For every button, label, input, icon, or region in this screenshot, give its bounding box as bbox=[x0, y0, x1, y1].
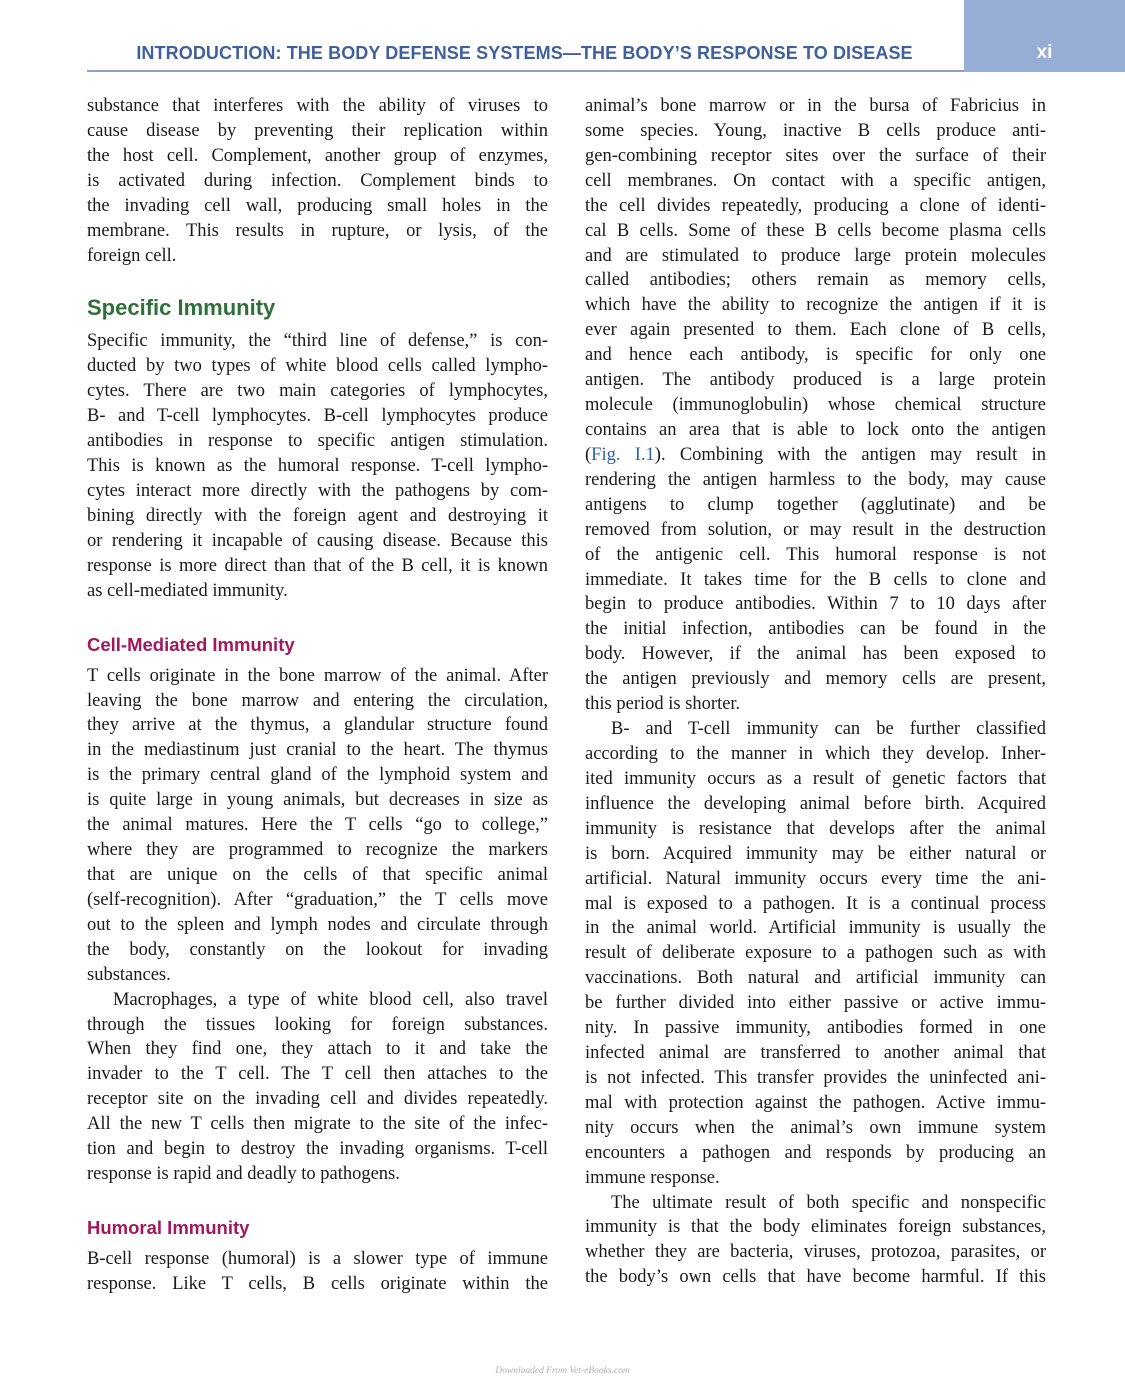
watermark: Downloaded From Vet-eBooks.com bbox=[495, 1366, 630, 1376]
humoral-heading: Humoral Immunity bbox=[87, 1216, 250, 1238]
text-line: according to the manner in which they develop. Inher- bbox=[585, 743, 1046, 764]
text-line: rendering the antigen harmless to the body, may cause bbox=[585, 469, 1046, 490]
text-line: that are unique on the cells of that specific animal bbox=[87, 864, 548, 885]
text-line: receptor site on the invading cell and divides repeatedly. bbox=[87, 1089, 548, 1110]
text-line: in the animal world. Artificial immunity is usually the bbox=[585, 918, 1046, 939]
text-line: the antigen previously and memory cells are present, bbox=[585, 669, 1046, 690]
text-line: cell membranes. On contact with a specific antigen, bbox=[585, 170, 1046, 191]
text-line: begin to produce antibodies. Within 7 to 10 days after bbox=[585, 594, 1046, 615]
text-line: tion and begin to destroy the invading organisms. T-cell bbox=[87, 1139, 548, 1160]
figure-reference-line bbox=[585, 443, 1046, 468]
text-line: of the antigenic cell. This humoral response is not bbox=[585, 544, 1046, 565]
text-line: response is rapid and deadly to pathogens. bbox=[87, 1164, 400, 1185]
b-cell-paragraph-continued bbox=[585, 468, 1046, 717]
text-line: antigen. The antibody produced is a large protein bbox=[585, 370, 1046, 391]
text-line: antibodies in response to specific antigen stimulation. bbox=[87, 431, 548, 452]
text-line: removed from solution, or may result in the destruction bbox=[585, 519, 1046, 540]
text-line: called antibodies; others remain as memory cells, bbox=[585, 270, 1046, 291]
text-line: gen-combining receptor sites over the surface of their bbox=[585, 145, 1046, 166]
text-line: encounters a pathogen and responds by producing an bbox=[585, 1142, 1046, 1163]
text-line: mal is exposed to a pathogen. It is a continual process bbox=[585, 893, 1046, 914]
text-line: B- and T-cell immunity can be further classified bbox=[611, 719, 1046, 740]
cell-mediated-heading: Cell-Mediated Immunity bbox=[87, 633, 295, 655]
ultimate-result-paragraph bbox=[585, 1191, 1046, 1291]
text-line: Macrophages, a type of white blood cell, also travel bbox=[113, 989, 548, 1010]
text-line: or rendering it incapable of causing disease. Because this bbox=[87, 530, 548, 551]
text-line: the animal matures. Here the T cells “go to college,” bbox=[87, 815, 548, 836]
paren-open: ( bbox=[585, 444, 592, 465]
text-line: All the new T cells then migrate to the site of the infec- bbox=[87, 1114, 548, 1135]
text-line: response is more direct than that of the B cell, it is known bbox=[87, 555, 548, 576]
text-line: invader to the T cell. The T cell then attaches to the bbox=[87, 1064, 548, 1085]
text-line: the body’s own cells that have become harmful. If this bbox=[585, 1267, 1046, 1288]
humoral-paragraph bbox=[87, 1247, 548, 1297]
text-line: bining directly with the foreign agent and destroying it bbox=[87, 505, 548, 526]
text-line: is quite large in young animals, but decreases in size as bbox=[87, 790, 548, 811]
text-line: T cells originate in the bone marrow of the animal. After bbox=[87, 665, 548, 686]
text-line: infected animal are transferred to another animal that bbox=[585, 1043, 1046, 1064]
text-line: This is known as the humoral response. T-cell lympho- bbox=[87, 456, 548, 477]
text-line: artificial. Natural immunity occurs every time the ani- bbox=[585, 868, 1046, 889]
text-line: ever again presented to them. Each clone of B cells, bbox=[585, 320, 1046, 341]
text-line: where they are programmed to recognize the markers bbox=[87, 840, 548, 861]
text-line: is activated during infection. Complement binds to bbox=[87, 170, 548, 191]
text-line: substance that interferes with the ability of viruses to bbox=[87, 96, 548, 116]
text-line: Specific immunity, the “third line of defense,” is con- bbox=[87, 331, 548, 352]
text-line: through the tissues looking for foreign substances. bbox=[87, 1014, 548, 1035]
text-line: The ultimate result of both specific and nonspecific bbox=[611, 1192, 1046, 1213]
text-line: immunity is that the body eliminates foreign substances, bbox=[585, 1217, 1046, 1238]
text-line: out to the spleen and lymph nodes and circulate through bbox=[87, 914, 548, 935]
specific-immunity-heading: Specific Immunity bbox=[87, 295, 276, 321]
cell-mediated-paragraph bbox=[87, 664, 548, 988]
text-line: influence the developing animal before birth. Acquired bbox=[585, 793, 1046, 814]
text-line: substances. bbox=[87, 964, 171, 985]
text-line: B- and T-cell lymphocytes. B-cell lymphocytes produce bbox=[87, 406, 548, 427]
text-line: which have the ability to recognize the antigen if it is bbox=[585, 295, 1046, 316]
text-line: membrane. This results in rupture, or lysis, of the bbox=[87, 220, 548, 241]
text-line: immunity is resistance that develops after the animal bbox=[585, 818, 1046, 839]
text-line: antigens to clump together (agglutinate) and be bbox=[585, 494, 1046, 515]
text-line: foreign cell. bbox=[87, 245, 177, 266]
text-line: be further divided into either passive or active immu- bbox=[585, 993, 1046, 1014]
text-line: immune response. bbox=[585, 1167, 720, 1188]
text-line: mal with protection against the pathogen. Active immu- bbox=[585, 1092, 1046, 1113]
immunity-classification-paragraph bbox=[585, 717, 1046, 1191]
text-line: cytes. There are two main categories of lymphocytes, bbox=[87, 381, 548, 402]
text-line: this period is shorter. bbox=[585, 694, 741, 715]
figure-link[interactable]: Fig. I.1 bbox=[591, 444, 655, 465]
text-line: result of deliberate exposure to a pathogen such as with bbox=[585, 943, 1046, 964]
text-line: animal’s bone marrow or in the bursa of Fabricius in bbox=[585, 96, 1046, 116]
text-line: B-cell response (humoral) is a slower type of immune bbox=[87, 1248, 548, 1269]
text-line: (self-recognition). After “graduation,” the T cells move bbox=[87, 889, 548, 910]
text-line: leaving the bone marrow and entering the circulation, bbox=[87, 690, 548, 711]
macrophages-paragraph bbox=[87, 988, 548, 1187]
text-line: immediate. It takes time for the B cells to clone and bbox=[585, 569, 1046, 590]
left-column bbox=[87, 94, 548, 1297]
text-line: cytes interact more directly with the pathogens by com- bbox=[87, 480, 548, 501]
text-line: as cell-mediated immunity. bbox=[87, 580, 288, 601]
intro-paragraph bbox=[87, 94, 548, 268]
text-line: some species. Young, inactive B cells produce anti- bbox=[585, 120, 1046, 141]
right-column bbox=[585, 94, 1046, 1290]
text-line: they arrive at the thymus, a glandular structure found bbox=[87, 715, 548, 736]
b-cell-paragraph bbox=[585, 94, 1046, 443]
text-line: the body, constantly on the lookout for invading bbox=[87, 939, 548, 960]
text-line: body. However, if the animal has been exposed to bbox=[585, 644, 1046, 665]
text-line: molecule (immunoglobulin) whose chemical structure bbox=[585, 395, 1046, 416]
text-line: contains an area that is able to lock onto the antigen bbox=[585, 419, 1046, 440]
text-line: the initial infection, antibodies can be found in the bbox=[585, 619, 1046, 640]
specific-immunity-paragraph bbox=[87, 329, 548, 603]
text-line: whether they are bacteria, viruses, protozoa, parasites, or bbox=[585, 1242, 1046, 1263]
text-line: the cell divides repeatedly, producing a clone of identi- bbox=[585, 195, 1046, 216]
page-number: xi bbox=[1036, 42, 1053, 63]
text-line: response. Like T cells, B cells originate within the bbox=[87, 1273, 548, 1294]
text-line: ited immunity occurs as a result of genetic factors that bbox=[585, 768, 1046, 789]
text-line: ducted by two types of white blood cells called lympho- bbox=[87, 356, 548, 377]
running-header: INTRODUCTION: THE BODY DEFENSE SYSTEMS—THE BODY’S RESPONSE TO DISEASE bbox=[136, 43, 913, 63]
text-line: is not infected. This transfer provides the uninfected ani- bbox=[585, 1067, 1046, 1088]
text-line: cause disease by preventing their replication within bbox=[87, 120, 548, 141]
page-number-tab bbox=[964, 0, 1125, 72]
header-rule bbox=[87, 70, 964, 72]
text-line: in the mediastinum just cranial to the heart. The thymus bbox=[87, 740, 548, 761]
text-line: vaccinations. Both natural and artificial immunity can bbox=[585, 968, 1046, 989]
text-line: the invading cell wall, producing small holes in the bbox=[87, 195, 548, 216]
text-line: cal B cells. Some of these B cells become plasma cells bbox=[585, 220, 1046, 241]
text-line: is the primary central gland of the lymphoid system and bbox=[87, 765, 548, 786]
text-line: nity. In passive immunity, antibodies formed in one bbox=[585, 1018, 1046, 1039]
text-line: the host cell. Complement, another group of enzymes, bbox=[87, 145, 548, 166]
text-line: When they find one, they attach to it and take the bbox=[87, 1039, 548, 1060]
text-line: and hence each antibody, is specific for only one bbox=[585, 345, 1046, 366]
figref-line-text: ). Combining with the antigen may result in bbox=[654, 444, 1046, 465]
text-line: and are stimulated to produce large protein molecules bbox=[585, 245, 1046, 266]
text-line: nity occurs when the animal’s own immune system bbox=[585, 1117, 1046, 1138]
text-line: is born. Acquired immunity may be either natural or bbox=[585, 843, 1046, 864]
